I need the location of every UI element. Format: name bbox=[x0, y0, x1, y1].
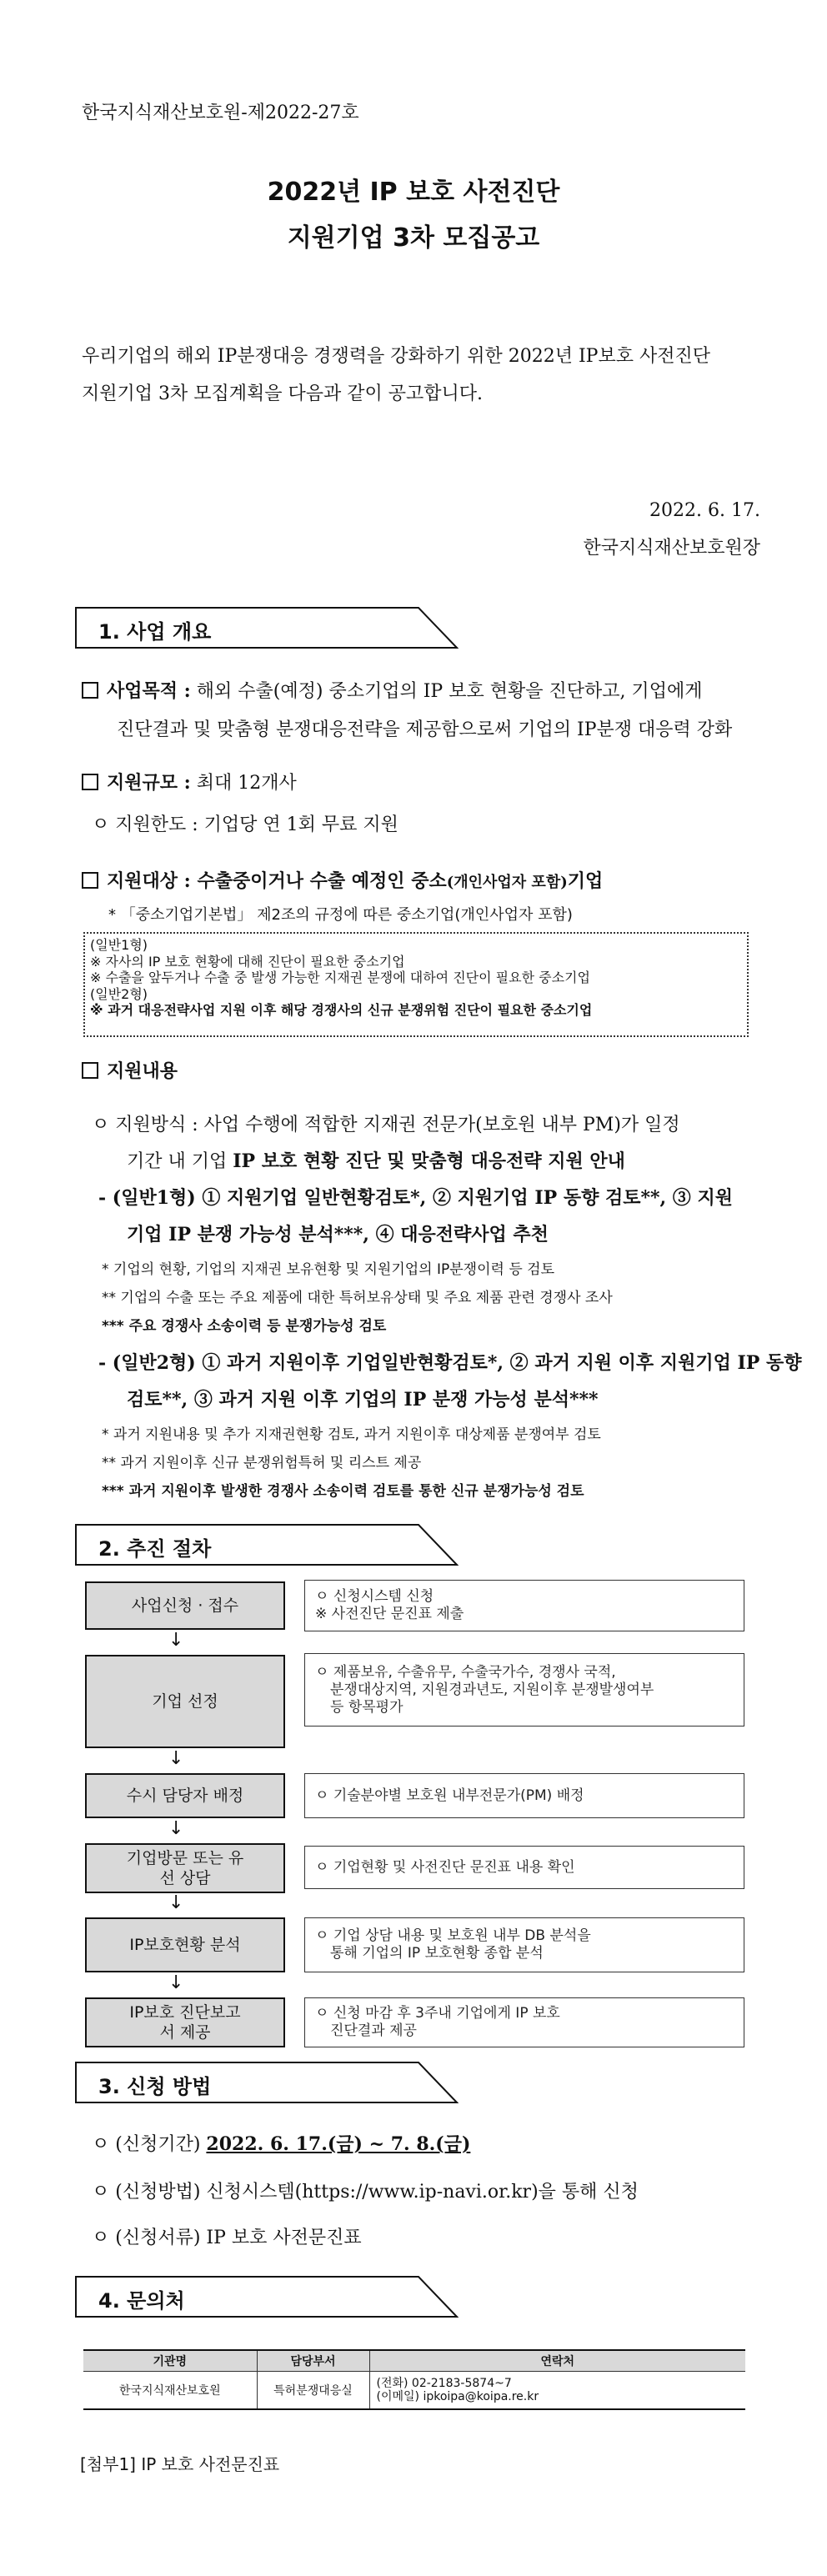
step-2-desc-line-1: ㅇ 제품보유, 수출유무, 수출국가수, 경쟁사 국적, bbox=[315, 1663, 616, 1681]
square-bullet-icon bbox=[82, 1062, 98, 1079]
general-1-line-2: ※ 수출을 앞두거나 수출 중 발생 가능한 지재권 분쟁에 대하여 진단이 필요한 중소기업 bbox=[90, 970, 590, 985]
dept-cell: 특허분쟁대응실 bbox=[257, 2372, 369, 2410]
general-1-desc-1: - (일반1형) ① 지원기업 일반현황검토*, ② 지원기업 IP 동향 검토**, ③ 지원 bbox=[98, 1187, 733, 1209]
step-3-desc-line-1: ㅇ 기술분야별 보호원 내부전문가(PM) 배정 bbox=[315, 1787, 584, 1804]
title-line-1: 2022년 IP 보호 사전진단 bbox=[267, 178, 560, 207]
method-line-2-b: IP 보호 현황 진단 및 맞춤형 대응전략 지원 안내 bbox=[233, 1150, 625, 1172]
step-3-box: 수시 담당자 배정 bbox=[85, 1773, 285, 1818]
email-text: (이메일) ipkoipa@koipa.re.kr bbox=[376, 2390, 539, 2403]
target-label: 지원대상 : 수출중이거나 수출 예정인 중소 bbox=[107, 870, 447, 892]
step-1-desc-line-1: ㅇ 신청시스템 신청 bbox=[315, 1588, 434, 1605]
scale-line bbox=[82, 769, 297, 794]
general-1-note-1: * 기업의 현황, 기업의 지재권 보유현황 및 지원기업의 IP분쟁이력 등 검토 bbox=[102, 1261, 555, 1278]
step-2-box: 기업 선정 bbox=[85, 1655, 285, 1748]
intro-line-1: 우리기업의 해외 IP분쟁대응 경쟁력을 강화하기 위한 2022년 IP보호 사전진단 bbox=[82, 346, 710, 367]
square-bullet-icon bbox=[82, 682, 98, 699]
general-1-note-2: ** 기업의 수출 또는 주요 제품에 대한 특허보유상태 및 주요 제품 관련 경쟁사 조사 bbox=[102, 1290, 613, 1306]
purpose-text-1: 해외 수출(예정) 중소기업의 IP 보호 현황을 진단하고, 기업에게 bbox=[190, 681, 703, 702]
apply-period-label: ㅇ (신청기간) bbox=[92, 2134, 207, 2155]
apply-docs-line: ㅇ (신청서류) IP 보호 사전문진표 bbox=[92, 2228, 362, 2248]
step-6-desc-line-1: ㅇ 신청 마감 후 3주내 기업에게 IP 보호 bbox=[315, 2005, 560, 2022]
method-line-2 bbox=[127, 1147, 625, 1173]
table-row bbox=[83, 2372, 745, 2410]
step-2-desc-line-3: 등 항목평가 bbox=[330, 1698, 403, 1716]
section-2-header bbox=[75, 1524, 459, 1566]
content-label: 지원내용 bbox=[107, 1060, 178, 1082]
col-org: 기관명 bbox=[83, 2350, 257, 2372]
section-3-header bbox=[75, 2062, 459, 2103]
section-3-title: 3. 신청 방법 bbox=[98, 2075, 212, 2098]
step-1-box: 사업신청 · 접수 bbox=[85, 1581, 285, 1630]
scale-value: 최대 12개사 bbox=[190, 773, 297, 794]
arrow-down-icon: ↓ bbox=[168, 1748, 184, 1769]
arrow-down-icon: ↓ bbox=[168, 1892, 184, 1913]
general-2-note-2: ** 과거 지원이후 신규 분쟁위험특허 및 리스트 제공 bbox=[102, 1455, 422, 1471]
title-line-2: 지원기업 3차 모집공고 bbox=[287, 223, 540, 253]
purpose-line-2: 진단결과 및 맞춤형 분쟁대응전략을 제공함으로써 기업의 IP분쟁 대응력 강화 bbox=[117, 719, 733, 740]
step-2-desc bbox=[304, 1653, 744, 1727]
square-bullet-icon bbox=[82, 872, 98, 889]
target-type-box bbox=[83, 932, 749, 1037]
general-2-line-1: ※ 과거 대응전략사업 지원 이후 해당 경쟁사의 신규 분쟁위험 진단이 필요한 중소기업 bbox=[90, 1002, 593, 1018]
issuer-name: 한국지식재산보호원장 bbox=[583, 538, 760, 559]
general-1-title: (일반1형) bbox=[90, 937, 148, 953]
attachment-label: [첨부1] IP 보호 사전문진표 bbox=[80, 2454, 280, 2474]
method-line-1: ㅇ 지원방식 : 사업 수행에 적합한 지재권 전문가(보호원 내부 PM)가 일정 bbox=[92, 1115, 680, 1135]
step-4-box: 기업방문 또는 유선 상담 bbox=[85, 1843, 285, 1893]
target-end: 기업 bbox=[567, 870, 604, 892]
target-note: * 「중소기업기본법」 제2조의 규정에 따른 중소기업(개인사업자 포함) bbox=[108, 906, 573, 924]
step-6-desc-line-2: 진단결과 제공 bbox=[330, 2022, 417, 2039]
general-2-note-1: * 과거 지원내용 및 추가 지재권현황 검토, 과거 지원이후 대상제품 분쟁여부 검토 bbox=[102, 1426, 601, 1443]
apply-method-line: ㅇ (신청방법) 신청시스템(https://www.ip-navi.or.kr)을 통해 신청 bbox=[92, 2182, 639, 2203]
step-5-box: IP보호현황 분석 bbox=[85, 1917, 285, 1972]
table-header-row bbox=[83, 2350, 745, 2372]
general-1-desc-2: 기업 IP 분쟁 가능성 분석***, ④ 대응전략사업 추천 bbox=[127, 1224, 549, 1245]
purpose-line-1 bbox=[82, 677, 702, 703]
target-line bbox=[82, 867, 603, 893]
intro-line-2: 지원기업 3차 모집계획을 다음과 같이 공고합니다. bbox=[82, 383, 483, 404]
general-2-note-3: *** 과거 지원이후 발생한 경쟁사 소송이력 검토를 통한 신규 분쟁가능성 검토 bbox=[102, 1483, 584, 1500]
col-dept: 담당부서 bbox=[257, 2350, 369, 2372]
step-6-box: IP보호 진단보고서 제공 bbox=[85, 1997, 285, 2047]
document-number: 한국지식재산보호원-제2022-27호 bbox=[82, 103, 359, 123]
org-cell: 한국지식재산보호원 bbox=[83, 2372, 257, 2410]
method-line-2-a: 기간 내 기업 bbox=[127, 1151, 233, 1172]
phone-text: (전화) 02-2183-5874~7 bbox=[376, 2377, 512, 2390]
step-3-desc bbox=[304, 1773, 744, 1818]
purpose-label: 사업목적 : bbox=[107, 680, 191, 702]
step-5-desc-line-1: ㅇ 기업 상담 내용 및 보호원 내부 DB 분석을 bbox=[315, 1927, 591, 1944]
step-6-desc bbox=[304, 1997, 744, 2047]
step-5-desc-line-2: 통해 기업의 IP 보호현황 종합 분석 bbox=[330, 1945, 544, 1962]
section-1-title: 1. 사업 개요 bbox=[98, 620, 212, 644]
col-contact: 연락처 bbox=[369, 2350, 745, 2372]
section-4-title: 4. 문의처 bbox=[98, 2289, 185, 2313]
section-2-title: 2. 추진 절차 bbox=[98, 1537, 212, 1561]
step-4-desc-line-1: ㅇ 기업현황 및 사전진단 문진표 내용 확인 bbox=[315, 1858, 575, 1876]
arrow-down-icon: ↓ bbox=[168, 1818, 184, 1839]
arrow-down-icon: ↓ bbox=[168, 1630, 184, 1651]
apply-period-line bbox=[92, 2130, 470, 2156]
general-2-desc-1: - (일반2형) ① 과거 지원이후 기업일반현황검토*, ② 과거 지원 이후 지원기업 IP 동향 bbox=[98, 1352, 802, 1374]
section-4-header bbox=[75, 2276, 459, 2318]
step-4-desc bbox=[304, 1846, 744, 1889]
apply-period-value: 2022. 6. 17.(금) ~ 7. 8.(금) bbox=[206, 2133, 471, 2155]
general-2-title: (일반2형) bbox=[90, 985, 148, 1002]
arrow-down-icon: ↓ bbox=[168, 1972, 184, 1993]
support-limit: ㅇ 지원한도 : 기업당 연 1회 무료 지원 bbox=[92, 814, 398, 835]
contact-table bbox=[83, 2349, 745, 2410]
step-5-desc bbox=[304, 1917, 744, 1972]
general-1-note-3: *** 주요 경쟁사 소송이력 등 분쟁가능성 검토 bbox=[102, 1318, 387, 1335]
step-1-desc bbox=[304, 1580, 744, 1631]
notice-date: 2022. 6. 17. bbox=[649, 500, 760, 521]
general-1-line-1: ※ 자사의 IP 보호 현황에 대해 진단이 필요한 중소기업 bbox=[90, 953, 405, 970]
scale-label: 지원규모 : bbox=[107, 772, 191, 794]
content-line bbox=[82, 1057, 178, 1083]
section-1-header bbox=[75, 607, 459, 649]
general-2-desc-2: 검토**, ③ 과거 지원 이후 기업의 IP 분쟁 가능성 분석*** bbox=[127, 1389, 599, 1411]
contact-cell bbox=[369, 2372, 745, 2410]
target-paren: (개인사업자 포함) bbox=[446, 874, 568, 891]
step-1-desc-line-2: ※ 사전진단 문진표 제출 bbox=[315, 1606, 464, 1622]
step-2-desc-line-2: 분쟁대상지역, 지원경과년도, 지원이후 분쟁발생여부 bbox=[330, 1681, 654, 1698]
square-bullet-icon bbox=[82, 774, 98, 790]
